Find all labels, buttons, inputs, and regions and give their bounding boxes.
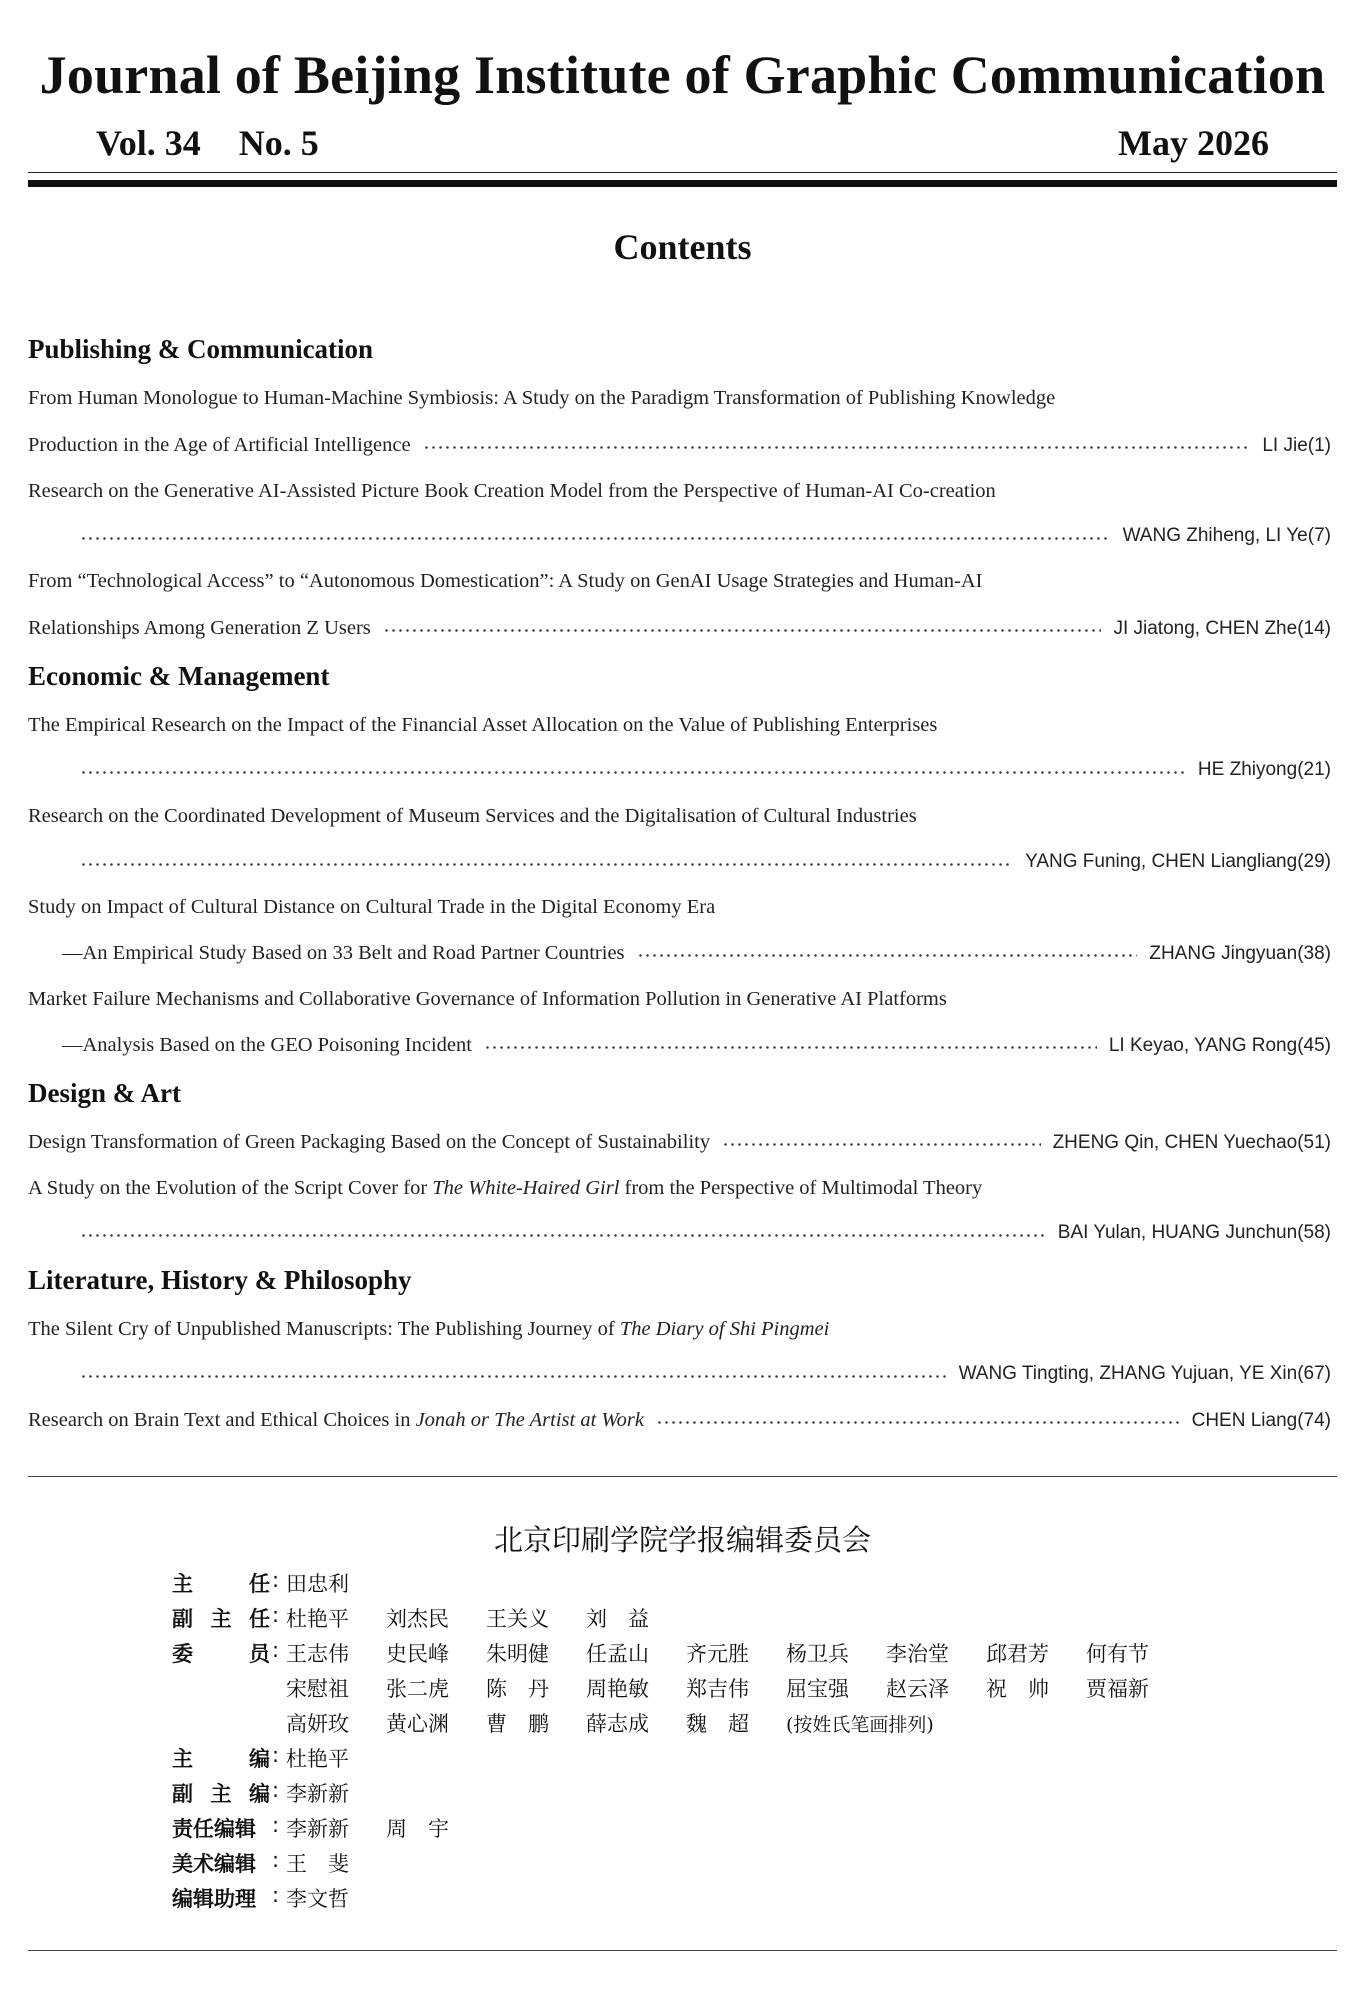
title-text: Research on Brain Text and Ethical Choices in xyxy=(28,1409,416,1431)
leader-dots xyxy=(80,531,1111,545)
title-text: from the Perspective of Multimodal Theory xyxy=(619,1177,983,1199)
board-names: 杜艳平 刘杰民 王关义 刘 益 xyxy=(286,1607,649,1631)
article-title-line[interactable]: Study on Impact of Cultural Distance on Cultural Trade in the Digital Economy Era xyxy=(28,896,716,918)
title-text: The Silent Cry of Unpublished Manuscripts: The Publishing Journey of xyxy=(28,1318,620,1340)
title-text: A Study on the Evolution of the Script Cover for xyxy=(28,1177,433,1199)
article-authors: YANG Funing, CHEN Liangliang xyxy=(1025,851,1298,872)
leader-dots xyxy=(80,765,1186,779)
board-names: 高妍玫 黄心渊 曹 鹏 薛志成 魏 超 (按姓氏笔画排列) xyxy=(286,1712,934,1736)
board-names: 王志伟 史民峰 朱明健 任孟山 齐元胜 杨卫兵 李治堂 邱君芳 何有节 xyxy=(286,1642,1149,1666)
article-page: (1) xyxy=(1307,435,1331,456)
journal-title: Journal of Beijing Institute of Graphic Communication xyxy=(39,45,1326,105)
toc-entry[interactable] xyxy=(80,1363,1331,1389)
article-title-line[interactable]: Research on the Coordinated Development of Museum Services and the Digitalisation of Cultural Industries xyxy=(28,805,917,827)
board-role: 编辑助理 xyxy=(172,1887,256,1911)
article-authors: JI Jiatong, CHEN Zhe xyxy=(1113,618,1298,639)
article-authors: ZHANG Jingyuan xyxy=(1149,943,1298,964)
board-role: 美术编辑 xyxy=(172,1852,256,1876)
section-title: Economic & Management xyxy=(28,661,330,691)
header-rule-thin xyxy=(28,172,1337,173)
title-italic: Jonah or The Artist at Work xyxy=(415,1409,644,1431)
article-title-line[interactable] xyxy=(28,1177,982,1200)
editorial-board-title: 北京印刷学院学报编辑委员会 xyxy=(493,1523,871,1557)
article-page: (58) xyxy=(1297,1222,1331,1243)
leader-dots xyxy=(423,440,1251,454)
board-role: 委 员 xyxy=(172,1642,270,1666)
article-title-line[interactable]: Research on the Generative AI-Assisted Picture Book Creation Model from the Perspective of Human-AI Co-creation xyxy=(28,480,996,502)
article-page: (45) xyxy=(1297,1035,1331,1056)
issue-date: May 2026 xyxy=(1118,123,1269,163)
title-italic: The White-Haired Girl xyxy=(432,1177,620,1199)
volume-number xyxy=(96,122,357,164)
divider-bottom xyxy=(28,1950,1337,1951)
contents-heading: Contents xyxy=(613,227,752,267)
article-authors: CHEN Liang xyxy=(1191,1410,1298,1431)
article-title-line[interactable]: From “Technological Access” to “Autonomous Domestication”: A Study on GenAI Usage Strategies and Human-AI xyxy=(28,570,983,592)
article-subtitle-line: —Analysis Based on the GEO Poisoning Incident xyxy=(62,1034,472,1056)
leader-dots xyxy=(80,1369,947,1383)
article-title-line[interactable]: From Human Monologue to Human-Machine Symbiosis: A Study on the Paradigm Transformation of Publishing Knowledge xyxy=(28,387,1056,409)
article-title-line: Production in the Age of Artificial Intelligence xyxy=(28,434,411,456)
journal-contents-page: Journal of Beijing Institute of Graphic Communication Vol. 34 No. 5 May 2026 Contents Publishing & Communication From Human Monologue to Human-Machine Symbiosis: A Study on the Paradigm Transformation of Publishing Knowledge Production in the Age of Artificial Intelligence LI Jie (1) Research on the Generative AI-Assisted Picture Book Creation Model from the Perspective of Human-AI Co-creation WANG Zhiheng, LI Ye (7) From “Technological Access” to “Autonomous Domestication”: A Study on GenAI Usage Strategies and Human-AI Relationships Among Generation Z Users JI Jiatong, CHEN Zhe (14) Economic & Management The Empirical Research on the Impact of the Financial Asset Allocation on the Value of Publishing Enterprises HE Zhiyong (21) Research on the Coordinated Development of Museum Services and the Digitalisation of Cultural Industries YANG Funing, CHEN Liangliang (29) Study on Impact of Cultural Distance on Cultural Trade in the Digital Economy Era —An Empirical Study Based on 33 Belt and Road Partner Countries ZHANG Jingyuan (38) Market Failure Mechanisms and Collaborative Governance of Information Pollution in Generative AI Platforms —Analysis Based on the GEO Poisoning Incident LI Keyao, YANG Rong (45) Design & Art Design Transformation of Green Packaging Based on the Concept of Sustainability ZHENG Qin, CHEN Yuechao (51) A Study on the Evolution of the Script Cover for The White-Haired Girl from the Perspective of Multimodal Theory BAI Yulan, HUANG Junchun (58) Literature, History & Philosophy The Silent Cry of Unpublished Manuscripts: The Publishing Journey of The Diary of Shi Pingmei WANG Tingting, ZHANG Yujuan, YE Xin (67) Research on Brain Text and Ethical Choices in Jonah or The Artist at Work CHEN Liang (74) 北京印刷学院学报编辑委员会 主 任 : 田忠利 副 主 任 : 杜艳平 刘杰民 王关义 刘 益 委 员 : 王志伟 史民峰 朱明健 任孟山 齐元胜 杨卫兵 李治堂 邱君芳 何有节 宋慰祖 张二虎 陈 丹 周艳敏 郑吉伟 屈宝强 赵云泽 祝 帅 贾福新 高妍玫 黄心渊 曹 鹏 薛志成 魏 超 (按姓氏笔画排列) 主 编 : 杜艳平 副 主 编 : 李新新 责任编辑 : 李新新 周 宇 美术编辑 : 王 斐 编辑助理 : 李文哲 xyxy=(0,0,1365,1992)
article-authors: WANG Zhiheng, LI Ye xyxy=(1122,525,1308,546)
article-title-line: Design Transformation of Green Packaging Based on the Concept of Sustainability xyxy=(28,1131,711,1153)
board-role: 责任编辑 xyxy=(172,1817,256,1841)
article-subtitle-line: —An Empirical Study Based on 33 Belt and Road Partner Countries xyxy=(62,942,625,964)
header-rule-thick xyxy=(28,180,1337,187)
leader-dots xyxy=(637,948,1138,962)
volume: Vol. 34 xyxy=(96,123,201,163)
article-authors: LI Jie xyxy=(1262,435,1308,456)
toc-entry[interactable] xyxy=(80,1222,1331,1248)
leader-dots xyxy=(722,1137,1040,1151)
board-names: 王 斐 xyxy=(286,1852,349,1876)
article-page: (29) xyxy=(1297,851,1331,872)
article-authors: WANG Tingting, ZHANG Yujuan, YE Xin xyxy=(958,1363,1298,1384)
issue-number: No. 5 xyxy=(238,123,319,163)
article-page: (7) xyxy=(1307,525,1331,546)
toc-entry[interactable] xyxy=(28,1131,1331,1157)
board-names: 田忠利 xyxy=(286,1572,349,1596)
toc-entry[interactable] xyxy=(28,1409,1331,1435)
article-authors: HE Zhiyong xyxy=(1197,759,1298,780)
board-names: 宋慰祖 张二虎 陈 丹 周艳敏 郑吉伟 屈宝强 赵云泽 祝 帅 贾福新 xyxy=(286,1677,1149,1701)
article-authors: ZHENG Qin, CHEN Yuechao xyxy=(1052,1132,1298,1153)
article-title-line[interactable] xyxy=(28,1318,829,1341)
divider xyxy=(28,1476,1337,1477)
leader-dots xyxy=(484,1040,1097,1054)
toc-entry[interactable] xyxy=(28,434,1331,460)
board-role: 副 主 编 xyxy=(172,1782,270,1806)
article-title-line xyxy=(28,1409,644,1432)
section-title: Literature, History & Philosophy xyxy=(28,1265,412,1295)
article-title-line: Relationships Among Generation Z Users xyxy=(28,617,371,639)
leader-dots xyxy=(383,623,1102,637)
article-authors: LI Keyao, YANG Rong xyxy=(1108,1035,1298,1056)
article-page: (14) xyxy=(1297,618,1331,639)
article-page: (51) xyxy=(1297,1132,1331,1153)
toc-entry[interactable] xyxy=(80,759,1331,785)
board-role: 主 编 xyxy=(172,1747,270,1771)
article-authors: BAI Yulan, HUANG Junchun xyxy=(1057,1222,1298,1243)
article-page: (38) xyxy=(1297,943,1331,964)
toc-entry[interactable] xyxy=(62,942,1331,968)
toc-entry[interactable] xyxy=(80,525,1331,551)
toc-entry[interactable] xyxy=(80,851,1331,877)
ordering-note: (按姓氏笔画排列) xyxy=(786,1714,934,1736)
leader-dots xyxy=(656,1415,1180,1429)
board-names: 李新新 xyxy=(286,1782,349,1806)
section-title: Publishing & Communication xyxy=(28,334,374,364)
article-page: (21) xyxy=(1297,759,1331,780)
article-page: (74) xyxy=(1297,1410,1331,1431)
board-role: 副 主 任 xyxy=(172,1607,270,1631)
board-names: 杜艳平 xyxy=(286,1747,349,1771)
board-role: 主 任 xyxy=(172,1572,270,1596)
article-title-line[interactable]: The Empirical Research on the Impact of the Financial Asset Allocation on the Value of Publishing Enterprises xyxy=(28,714,938,736)
leader-dots xyxy=(80,857,1013,871)
toc-entry[interactable] xyxy=(62,1034,1331,1060)
leader-dots xyxy=(80,1228,1046,1242)
board-names: 李新新 周 宇 xyxy=(286,1817,449,1841)
section-title: Design & Art xyxy=(28,1078,181,1108)
toc-entry[interactable] xyxy=(28,617,1331,643)
article-title-line[interactable]: Market Failure Mechanisms and Collaborative Governance of Information Pollution in Generative AI Platforms xyxy=(28,988,947,1010)
article-page: (67) xyxy=(1297,1363,1331,1384)
board-names: 李文哲 xyxy=(286,1887,349,1911)
title-italic: The Diary of Shi Pingmei xyxy=(619,1318,830,1340)
